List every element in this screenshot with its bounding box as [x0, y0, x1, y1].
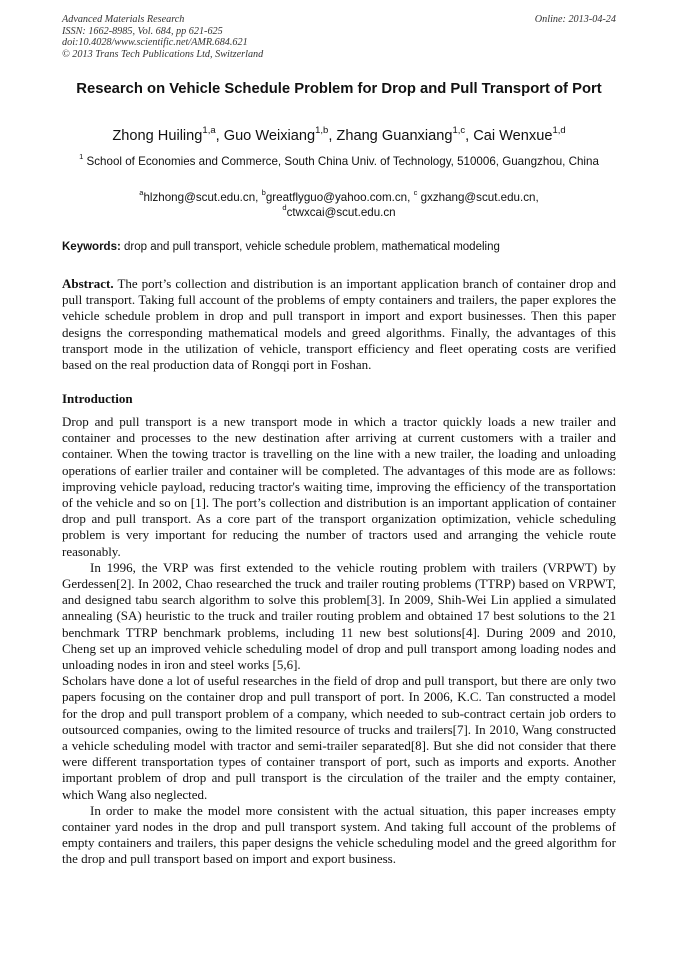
email-sup: d [282, 203, 287, 213]
email-sup: c [413, 188, 418, 198]
introduction-body [62, 414, 616, 868]
email-link[interactable]: gxzhang@scut.edu.cn [420, 191, 536, 204]
abstract-label: Abstract. [62, 276, 114, 291]
section-heading: Introduction [62, 391, 133, 406]
author-sup: 1,d [552, 125, 566, 137]
author-name: Zhang Guanxiang [336, 128, 453, 144]
paragraph: Drop and pull transport is a new transport mode in which a tractor quickly loads a new trailer and container and processes to the new destination after arriving at current customers with a trailer and container. When the towing tractor is travelling on the line with a new trailer, the loading and unloading operations of earlier trailer and container will be completed. The advantages of this mode are as follows: improving vehicle payload, reducing tractor's waiting time, improving the efficiency of the transportation of the vehicle and so on [1]. The port’s collection and distribution is an important application of container drop and pull transport. As a core part of the transport organization optimization, vehicle scheduling problem is very important for reducing the number of tractors used and arranging the vehicle route reasonably. [62, 414, 616, 559]
email-sup: a [139, 188, 144, 198]
keywords [62, 240, 616, 255]
paragraph: In 1996, the VRP was first extended to the vehicle routing problem with trailers (VRPWT) by Gerdessen[2]. In 2002, Chao researched the truck and trailer routing problems (TTRP) based on VRPWT, and designed tabu search algorithm to solve this problem[3]. In 2009, Shih-Wei Lin applied a simulated annealing (SA) heuristic to the truck and trailer routing problem and obtained 17 best solutions to the 21 benchmark TTRP benchmark problems, including 11 new best solutions[4]. During 2009 and 2010, Cheng set up an improved vehicle scheduling model of drop and pull transport among loading nodes and unloading nodes in iron and steel works [5,6]. [62, 559, 616, 673]
issn-line: ISSN: 1662-8985, Vol. 684, pp 621-625 [62, 25, 223, 37]
keywords-text: drop and pull transport, vehicle schedule problem, mathematical modeling [124, 241, 500, 253]
author-sup: 1,a [202, 125, 216, 137]
running-header [62, 14, 616, 60]
affiliation-text: School of Economies and Commerce, South China Univ. of Technology, 510006, Guangzhou, China [86, 155, 599, 168]
paragraph: Scholars have done a lot of useful researches in the field of drop and pull transport, but there are only two papers focusing on the container drop and pull transport of port. In 2006, K.C. Tan constructed a model for the drop and pull transport problem of a company, which needed to sub-contract certain job orders to outsourced companies, owing to the limited resource of trucks and trailers[7]. In 2010, Wang constructed a vehicle scheduling model with tractor and semi-trailer separated[8]. But she did not consider that there were different transportation types of container transport of port, such as imports and exports. Another important problem of drop and pull transport is the circulation of the trailer and the empty container, which Wang also neglected. [62, 673, 616, 802]
abstract [62, 276, 616, 373]
author-sup: 1,c [452, 125, 466, 137]
author-list: Zhong Huiling$^{1,a}$, Guo Weixiang$^{1,b}$, Zhang Guanxiang$^{1,c}$, Cai Wenxue$^{1,d}$ [112, 125, 566, 144]
author-name: Guo Weixiang [223, 128, 316, 144]
keywords-label: Keywords: [62, 241, 121, 253]
online-date: Online: 2013-04-24 [534, 14, 616, 25]
author-sup: 1,b [315, 125, 329, 137]
author-name: Cai Wenxue [473, 128, 553, 144]
paper-title: Research on Vehicle Schedule Problem for Drop and Pull Transport of Port [76, 81, 602, 97]
affiliation-sup: 1 [79, 152, 84, 162]
affiliation [72, 154, 606, 169]
email-link[interactable]: greatflyguo@yahoo.com.cn [265, 191, 408, 204]
author-name: Zhong Huiling [112, 128, 203, 144]
email-link[interactable]: hlzhong@scut.edu.cn [143, 191, 256, 204]
paragraph: In order to make the model more consistent with the actual situation, this paper increases empty container yard nodes in the drop and pull transport system. And taking full account of the problems of empty containers and trailers, this paper designs the vehicle scheduling model and the greed algorithm for the drop and pull transport based on import and export business. [62, 802, 616, 867]
abstract-text: The port’s collection and distribution is an important application branch of container drop and pull transport. Taking full account of the problems of empty containers and trailers, the paper explores the vehicle schedule problem in drop and pull transport in import and export businesses. Then this paper designs the corresponding mathematical models and greed algorithms. Finally, the advantages of this transport mode in the utilization of vehicle, transport efficiency and fleet operating costs are verified based on the real production data of Rongqi port in Foshan. [62, 276, 617, 373]
journal-name: Advanced Materials Research [62, 14, 185, 25]
email-list: $^a$hlzhong@scut.edu.cn, $^b$greatflyguo@yahoo.com.cn, $^c$ gxzhang@scut.edu.cn, $^d$ctwxcai@scut.edu.cn [139, 188, 539, 219]
doi-line: doi:10.4028/www.scientific.net/AMR.684.621 [62, 37, 248, 49]
email-link[interactable]: ctwxcai@scut.edu.cn [286, 206, 396, 219]
copyright-line: © 2013 Trans Tech Publications Ltd, Switzerland [62, 48, 264, 60]
email-sup: b [261, 188, 266, 198]
